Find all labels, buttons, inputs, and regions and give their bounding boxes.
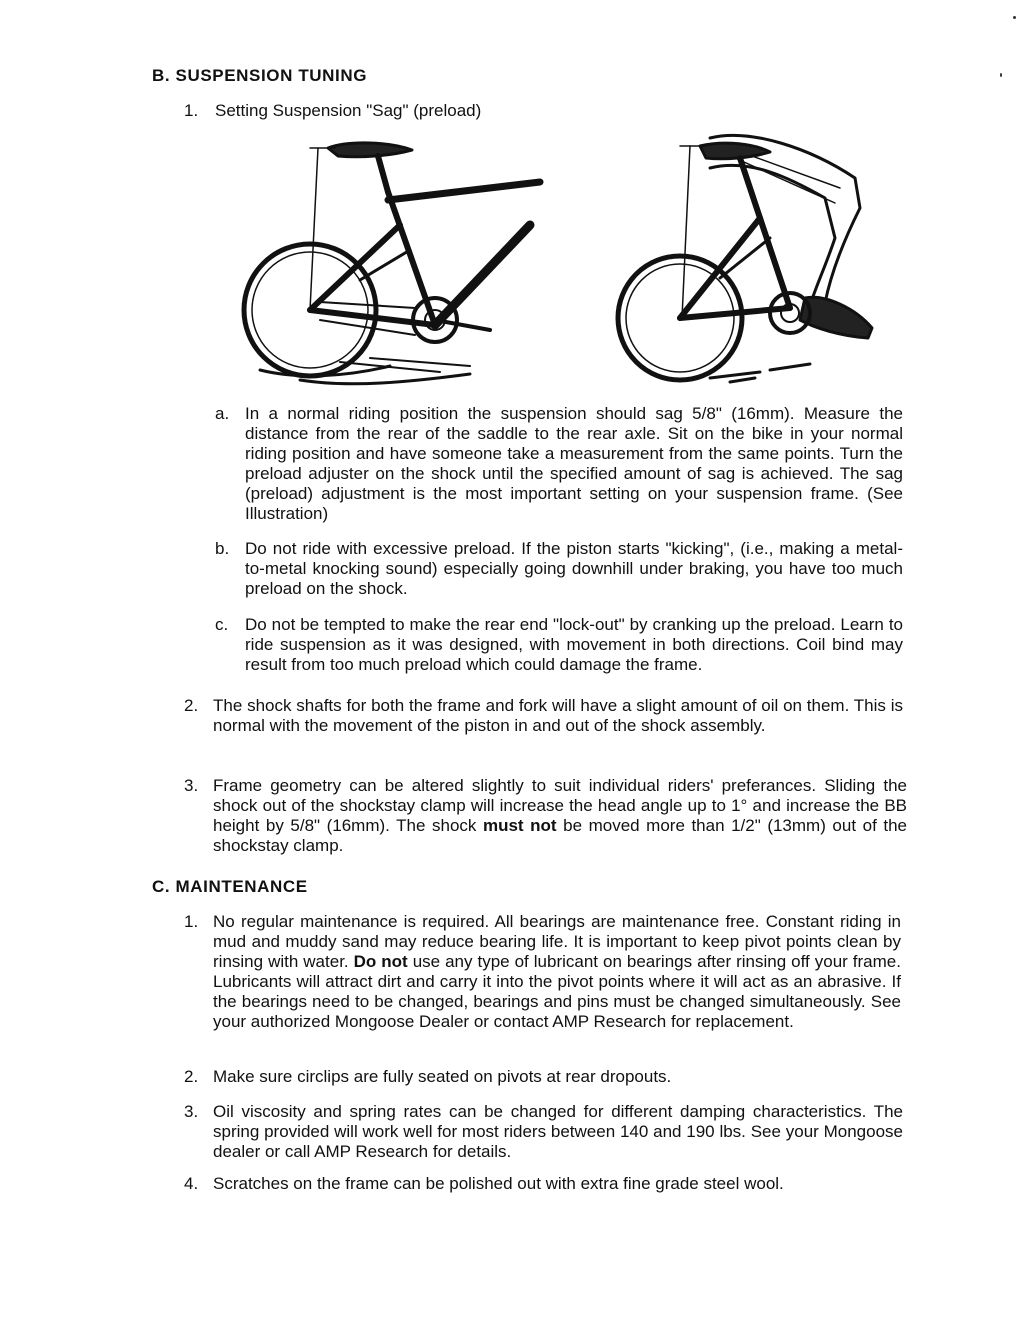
item-b1b-label: b.	[215, 539, 230, 558]
item-c1-text: No regular maintenance is required. All bearings are maintenance free. Constant riding in mud and muddy sand may reduce bearing life. It is important to keep pivot points clean by rinsing with water. Do not use any type of lubricant on bearings after rinsing off your frame. Lubricants will attract dirt and carry it into the pivot points where it will act as an abrasive. If the bearings need to be changed, bearings and pins must be changed simultaneously. See your authorized Mongoose Dealer or contact AMP Research for replacement.	[213, 912, 901, 1031]
item-b1b-text: Do not ride with excessive preload. If the piston starts "kicking", (i.e., making a metal-to-metal knocking sound) especially going downhill under braking, you have too much preload on the shock.	[245, 539, 903, 598]
item-c1-number: 1.	[184, 912, 199, 931]
item-b1-number: 1.	[184, 101, 199, 120]
item-c4-number: 4.	[184, 1174, 199, 1193]
bike-illustration-unloaded	[240, 130, 560, 390]
section-b-heading: B. SUSPENSION TUNING	[152, 66, 368, 85]
item-c2-text: Make sure circlips are fully seated on pivots at rear dropouts.	[213, 1067, 672, 1086]
item-b1-title: Setting Suspension "Sag" (preload)	[215, 101, 482, 120]
item-b2-text: The shock shafts for both the frame and fork will have a slight amount of oil on them. This is normal with the movement of the piston in and out of the shock assembly.	[213, 696, 903, 735]
item-b1a-label: a.	[215, 404, 230, 423]
emphasis-must-not: must not	[482, 816, 557, 835]
item-c4-text: Scratches on the frame can be polished out with extra fine grade steel wool.	[213, 1174, 784, 1193]
item-b3-text: Frame geometry can be altered slightly to suit individual riders' preferances. Sliding the shock out of the shockstay clamp will increase the head angle up to 1° and increase the BB height by 5/8" (16mm). The shock must not be moved more than 1/2" (13mm) out of the shockstay clamp.	[213, 776, 907, 855]
item-b2-number: 2.	[184, 696, 199, 715]
scan-speck	[1000, 73, 1002, 77]
item-b1a-text: In a normal riding position the suspension should sag 5/8" (16mm). Measure the distance from the rear of the saddle to the rear axle. Sit on the bike in your normal riding position and have someone take a measurement from the same points. Turn the preload adjuster on the shock until the specified amount of sag is achieved. The sag (preload) adjustment is the most important setting on your suspension frame. (See Illustration)	[245, 404, 903, 523]
item-c3-text: Oil viscosity and spring rates can be changed for different damping characteristics. The spring provided will work well for most riders between 140 and 190 lbs. See your Mongoose dealer or call AMP Research for details.	[213, 1102, 903, 1161]
section-c-heading: C. MAINTENANCE	[152, 877, 308, 896]
item-c3-number: 3.	[184, 1102, 199, 1121]
scan-speck	[1013, 16, 1016, 19]
bike-illustration-loaded	[610, 88, 890, 393]
item-b3-number: 3.	[184, 776, 199, 795]
item-b1c-label: c.	[215, 615, 229, 634]
item-c2-number: 2.	[184, 1067, 199, 1086]
emphasis-do-not: Do not	[353, 952, 408, 971]
item-b1c-text: Do not be tempted to make the rear end "lock-out" by cranking up the preload. Learn to ride suspension as it was designed, with movement in both directions. Coil bind may result from too much preload which could damage the frame.	[245, 615, 903, 674]
